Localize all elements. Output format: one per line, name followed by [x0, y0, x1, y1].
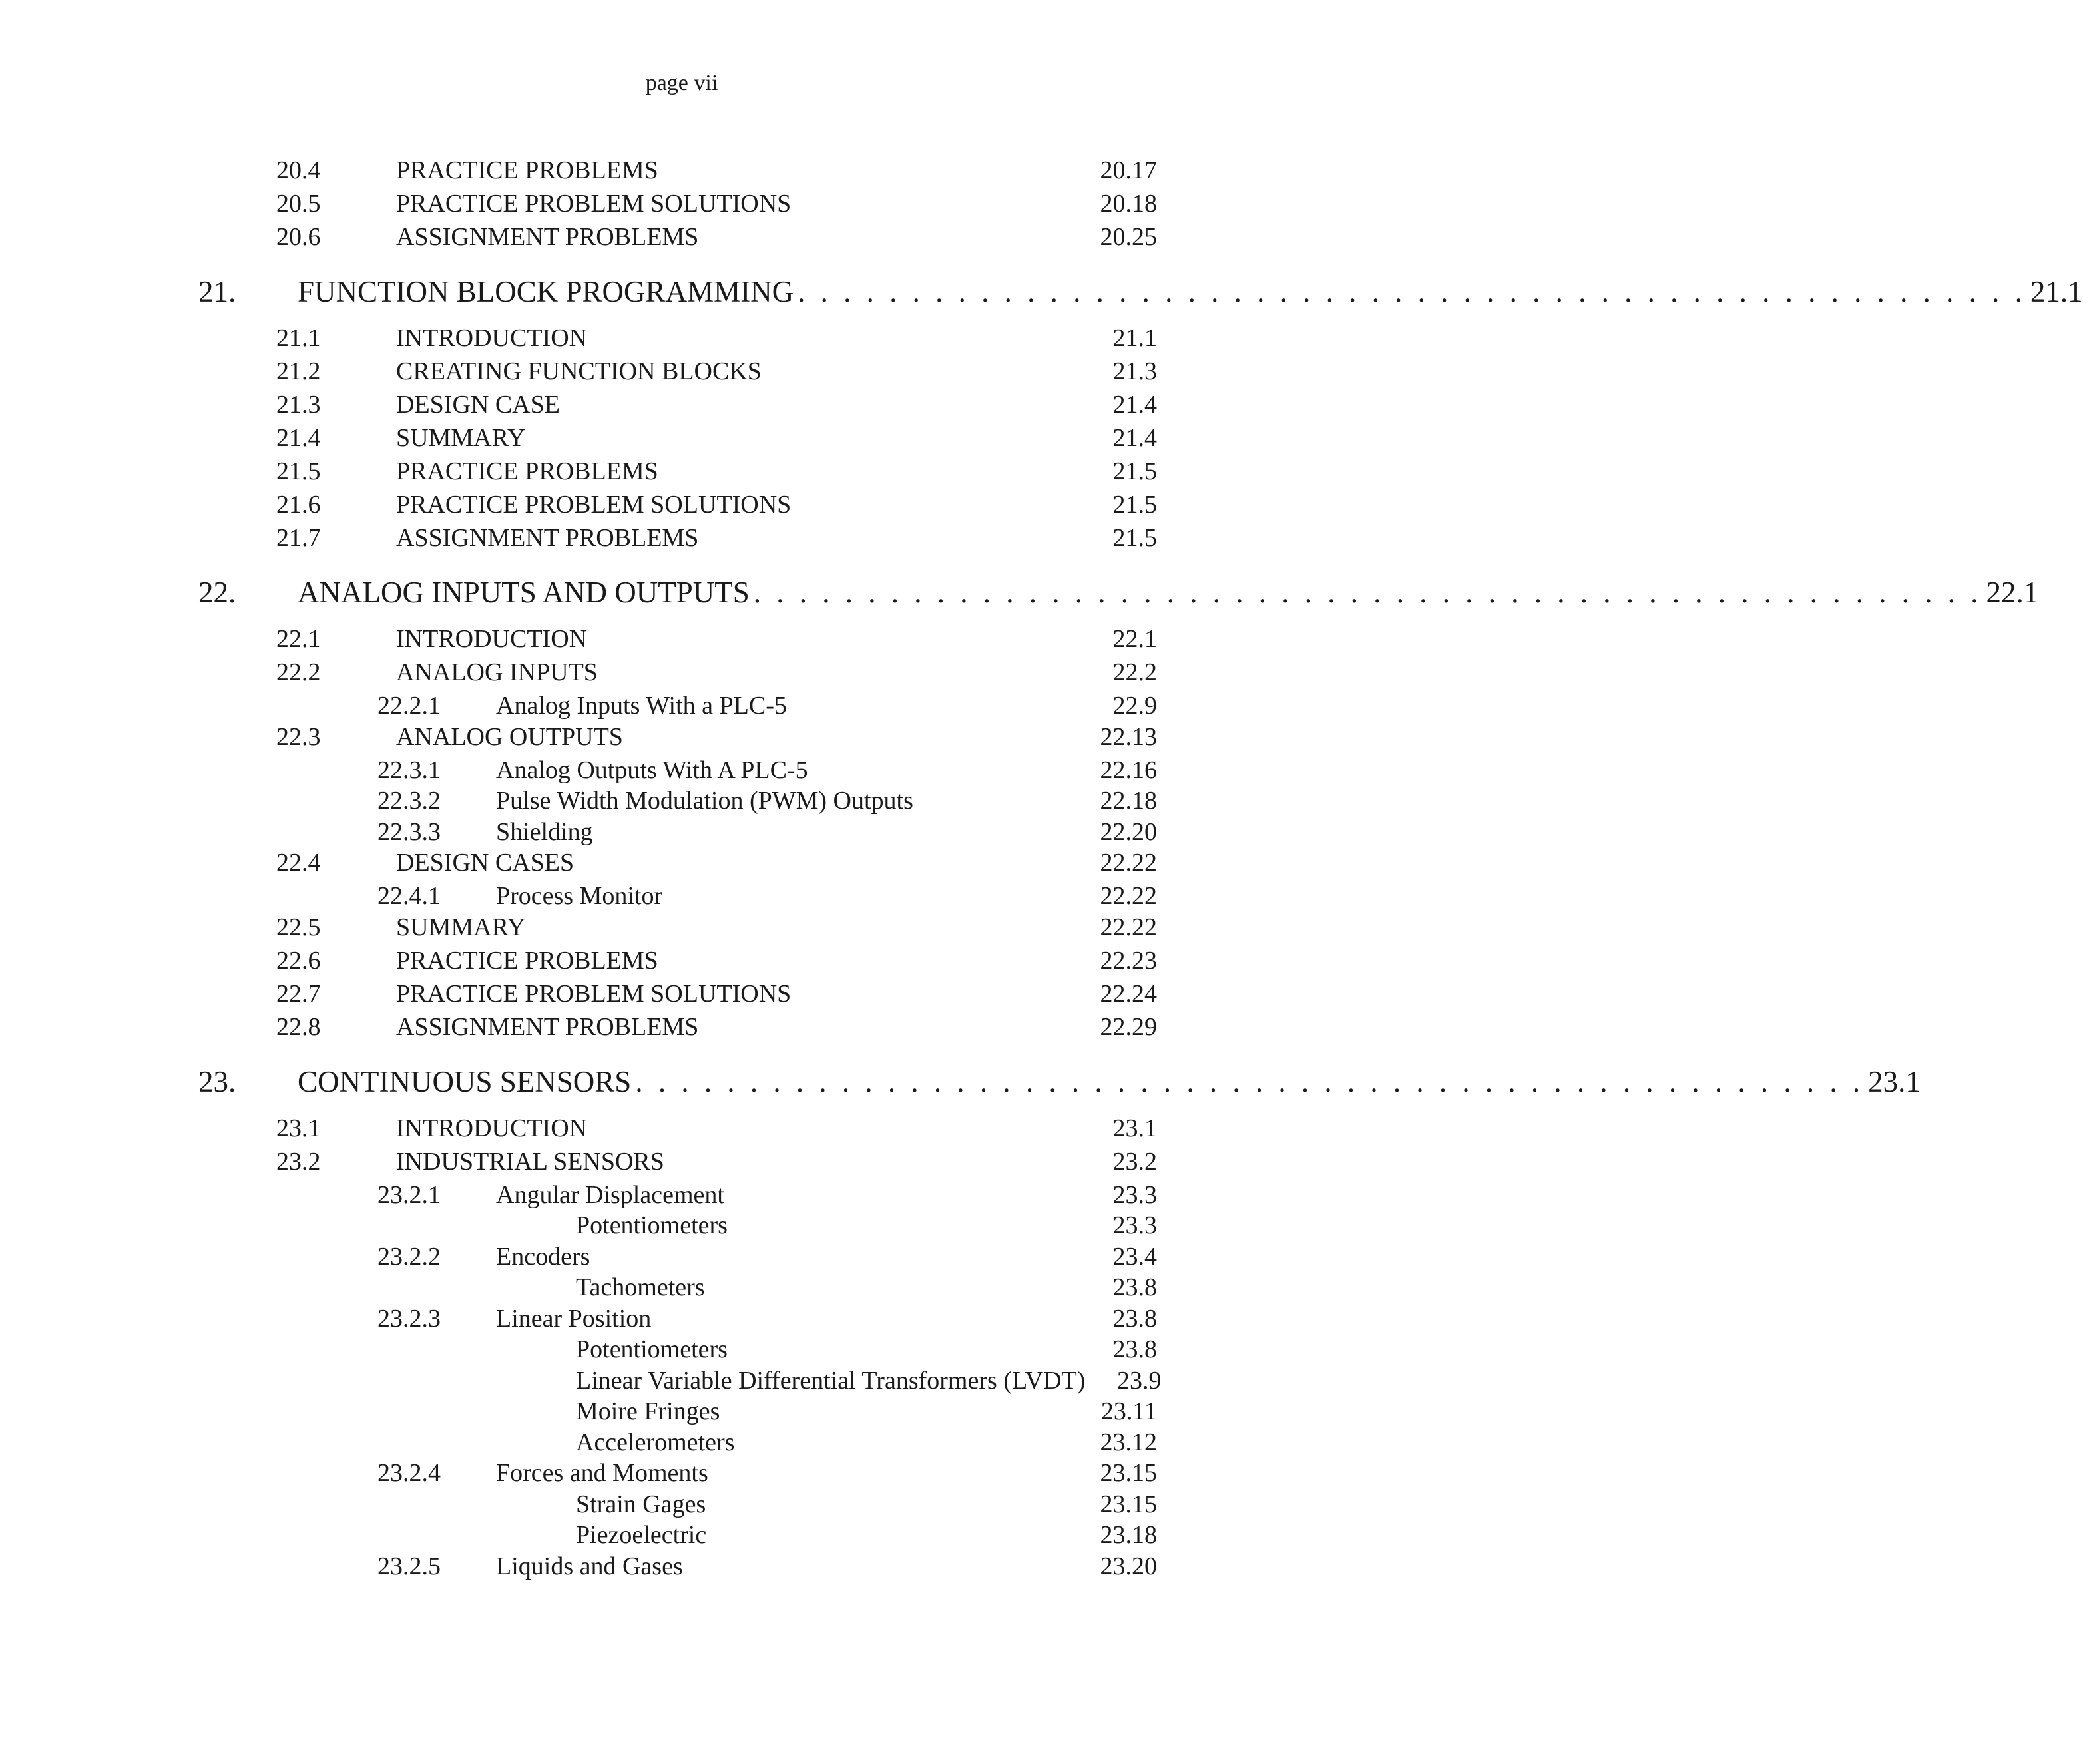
section-number: 23.2.1: [377, 1180, 441, 1209]
section-number: 20.6: [276, 223, 321, 251]
section-page-number: 22.20: [1100, 817, 1157, 846]
section-title: DESIGN CASES: [396, 849, 575, 877]
toc-entry: [0, 1519, 1363, 1551]
section-title: Liquids and Gases: [496, 1552, 683, 1580]
chapter-leader-line: [298, 272, 2083, 312]
section-page-number: 22.13: [1100, 722, 1157, 751]
section-title: Linear Position: [496, 1304, 652, 1333]
section-title: Accelerometers: [576, 1428, 735, 1456]
toc-entry: [0, 1457, 1363, 1489]
toc-entry: [0, 754, 1363, 786]
section-number: 20.4: [276, 156, 321, 184]
section-number: 22.2.1: [377, 692, 441, 720]
section-number: 21.5: [276, 457, 321, 485]
section-page-number: 23.11: [1100, 1397, 1157, 1425]
chapter-number: 23.: [198, 1064, 236, 1098]
section-title: Strain Gages: [576, 1490, 706, 1518]
dot-leader: . . . . . . . . . . . . . . . . . . . . . . . . . . . . . . . . . . . . . . . . . . . . . . . . . . . . . .: [753, 576, 1982, 609]
section-title: ANALOG OUTPUTS: [396, 722, 623, 751]
toc-entry: [0, 1395, 1363, 1427]
toc-entry: [0, 1488, 1363, 1520]
section-page-number: 22.22: [1100, 913, 1157, 941]
toc-chapter: [0, 572, 2039, 612]
section-page-number: 23.2: [1112, 1147, 1157, 1176]
section-title: SUMMARY: [396, 913, 526, 941]
section-page-number: 22.24: [1100, 979, 1157, 1008]
toc-entry: [0, 1112, 1363, 1144]
toc-entry: [0, 1427, 1363, 1458]
section-number: 20.5: [276, 190, 321, 218]
toc-entry: [0, 154, 1363, 186]
section-title: Piezoelectric: [576, 1521, 707, 1549]
section-title: ASSIGNMENT PROBLEMS: [396, 524, 699, 552]
section-page-number: 23.12: [1100, 1428, 1157, 1456]
toc-entry: [0, 656, 1363, 688]
toc-entry: [0, 221, 1363, 253]
section-number: 23.2: [276, 1147, 321, 1176]
section-title: PRACTICE PROBLEM SOLUTIONS: [396, 979, 792, 1008]
toc-entry: [0, 1333, 1363, 1365]
chapter-page-number: 21.1: [2030, 275, 2083, 308]
section-page-number: 23.20: [1100, 1552, 1157, 1580]
toc-entry: [0, 623, 1363, 655]
section-page-number: 21.4: [1112, 391, 1157, 419]
toc-entry: [0, 1210, 1363, 1241]
section-number: 23.2.2: [377, 1242, 441, 1271]
toc-entry: [0, 455, 1363, 487]
section-title: CREATING FUNCTION BLOCKS: [396, 357, 762, 385]
page-header: page vii: [645, 71, 718, 95]
section-number: 21.1: [276, 324, 321, 352]
section-title: Potentiometers: [576, 1335, 728, 1363]
section-page-number: 23.9: [1117, 1366, 1162, 1395]
section-number: 23.2.4: [377, 1459, 441, 1487]
toc-entry: [0, 389, 1363, 421]
section-page-number: 23.4: [1112, 1242, 1157, 1271]
toc-entry: [0, 978, 1363, 1010]
section-page-number: 22.9: [1112, 692, 1157, 720]
chapter-title: CONTINUOUS SENSORS: [298, 1064, 632, 1098]
section-title: ASSIGNMENT PROBLEMS: [396, 223, 699, 251]
section-title: SUMMARY: [396, 424, 526, 452]
section-number: 21.6: [276, 491, 321, 519]
section-title: DESIGN CASE: [396, 391, 560, 419]
section-page-number: 20.18: [1100, 190, 1157, 218]
section-title: INDUSTRIAL SENSORS: [396, 1147, 664, 1176]
section-title: Forces and Moments: [496, 1459, 708, 1487]
section-page-number: 20.17: [1100, 156, 1157, 184]
toc-entry: [0, 721, 1363, 753]
section-page-number: 23.15: [1100, 1459, 1157, 1487]
section-number: 23.1: [276, 1114, 321, 1142]
section-number: 21.4: [276, 424, 321, 452]
section-page-number: 23.8: [1112, 1335, 1157, 1363]
toc-entry: [0, 1550, 1363, 1582]
dot-leader: . . . . . . . . . . . . . . . . . . . . . . . . . . . . . . . . . . . . . . . . . . . . . . . . . . . . . .: [798, 275, 2026, 308]
section-title: Shielding: [496, 817, 593, 846]
section-title: Encoders: [496, 1242, 590, 1271]
section-title: PRACTICE PROBLEM SOLUTIONS: [396, 190, 792, 218]
section-number: 23.2.3: [377, 1304, 441, 1333]
section-page-number: 22.2: [1112, 658, 1157, 686]
section-number: 22.8: [276, 1012, 321, 1041]
section-page-number: 23.15: [1100, 1490, 1157, 1518]
chapter-leader-line: [298, 1062, 1921, 1102]
toc-entry: [0, 422, 1363, 454]
toc-entry: [0, 880, 1363, 912]
section-page-number: 23.8: [1112, 1304, 1157, 1333]
section-title: PRACTICE PROBLEMS: [396, 457, 658, 485]
toc-entry: [0, 785, 1363, 817]
section-title: ASSIGNMENT PROBLEMS: [396, 1012, 699, 1041]
section-number: 22.3.3: [377, 817, 441, 846]
section-title: Analog Inputs With a PLC-5: [496, 692, 787, 720]
toc-entry: [0, 1011, 1363, 1043]
toc-entry: [0, 1146, 1363, 1178]
section-title: Angular Displacement: [496, 1180, 724, 1209]
section-number: 23.2.5: [377, 1552, 441, 1580]
toc-entry: [0, 489, 1363, 521]
toc-entry: [0, 847, 1363, 879]
section-number: 22.3.1: [377, 756, 441, 784]
toc-entry: [0, 322, 1363, 354]
chapter-title: FUNCTION BLOCK PROGRAMMING: [298, 275, 794, 308]
toc-entry: [0, 690, 1363, 722]
toc-entry: [0, 1303, 1363, 1335]
section-page-number: 21.5: [1112, 491, 1157, 519]
section-page-number: 22.29: [1100, 1012, 1157, 1041]
section-page-number: 23.8: [1112, 1273, 1157, 1301]
section-page-number: 22.22: [1100, 882, 1157, 910]
toc-entry: [0, 188, 1363, 220]
toc-entry: [0, 945, 1363, 977]
section-number: 21.7: [276, 524, 321, 552]
chapter-number: 22.: [198, 576, 236, 609]
section-title: Potentiometers: [576, 1212, 728, 1239]
section-page-number: 21.5: [1112, 457, 1157, 485]
section-page-number: 20.25: [1100, 223, 1157, 251]
section-page-number: 22.18: [1100, 787, 1157, 815]
section-number: 22.4.1: [377, 882, 441, 910]
section-title: Linear Variable Differential Transformers (LVDT): [576, 1366, 1086, 1395]
section-page-number: 22.22: [1100, 849, 1157, 877]
section-page-number: 21.3: [1112, 357, 1157, 385]
section-number: 22.3.2: [377, 787, 441, 815]
section-page-number: 23.18: [1100, 1521, 1157, 1549]
section-page-number: 21.4: [1112, 424, 1157, 452]
section-page-number: 21.5: [1112, 524, 1157, 552]
section-title: Moire Fringes: [576, 1397, 720, 1425]
section-page-number: 22.1: [1112, 625, 1157, 653]
section-page-number: 22.16: [1100, 756, 1157, 784]
toc-chapter: [0, 272, 2083, 312]
chapter-number: 21.: [198, 275, 236, 308]
toc-entry: [0, 522, 1363, 554]
section-number: 22.6: [276, 946, 321, 975]
section-page-number: 22.23: [1100, 946, 1157, 975]
dot-leader: . . . . . . . . . . . . . . . . . . . . . . . . . . . . . . . . . . . . . . . . . . . . . . . . . . . . . .: [635, 1064, 1865, 1098]
section-title: Process Monitor: [496, 882, 663, 910]
chapter-leader-line: [298, 572, 2039, 612]
toc-entry: [0, 1241, 1363, 1273]
toc-entry: [0, 1271, 1363, 1303]
section-title: PRACTICE PROBLEM SOLUTIONS: [396, 491, 792, 519]
section-page-number: 23.3: [1112, 1212, 1157, 1239]
chapter-title: ANALOG INPUTS AND OUTPUTS: [298, 576, 750, 609]
chapter-page-number: 23.1: [1868, 1064, 1921, 1098]
section-number: 22.1: [276, 625, 321, 653]
section-number: 22.7: [276, 979, 321, 1008]
section-title: INTRODUCTION: [396, 1114, 588, 1142]
section-title: PRACTICE PROBLEMS: [396, 156, 658, 184]
section-number: 22.5: [276, 913, 321, 941]
toc-entry: [0, 1179, 1363, 1211]
section-number: 21.3: [276, 391, 321, 419]
section-page-number: 23.1: [1112, 1114, 1157, 1142]
section-title: INTRODUCTION: [396, 324, 588, 352]
section-title: PRACTICE PROBLEMS: [396, 946, 658, 975]
section-number: 22.2: [276, 658, 321, 686]
section-number: 21.2: [276, 357, 321, 385]
section-number: 22.3: [276, 722, 321, 751]
section-title: Tachometers: [576, 1273, 705, 1301]
toc-entry: [0, 355, 1363, 387]
section-title: ANALOG INPUTS: [396, 658, 598, 686]
toc-chapter: [0, 1062, 1921, 1102]
toc-entry: [0, 1365, 1363, 1397]
chapter-page-number: 22.1: [1986, 576, 2039, 609]
section-page-number: 21.1: [1112, 324, 1157, 352]
toc-entry: [0, 911, 1363, 943]
toc-entry: [0, 816, 1363, 848]
section-title: INTRODUCTION: [396, 625, 588, 653]
section-page-number: 23.3: [1112, 1180, 1157, 1209]
section-title: Pulse Width Modulation (PWM) Outputs: [496, 787, 913, 815]
section-number: 22.4: [276, 849, 321, 877]
section-title: Analog Outputs With A PLC-5: [496, 756, 808, 784]
